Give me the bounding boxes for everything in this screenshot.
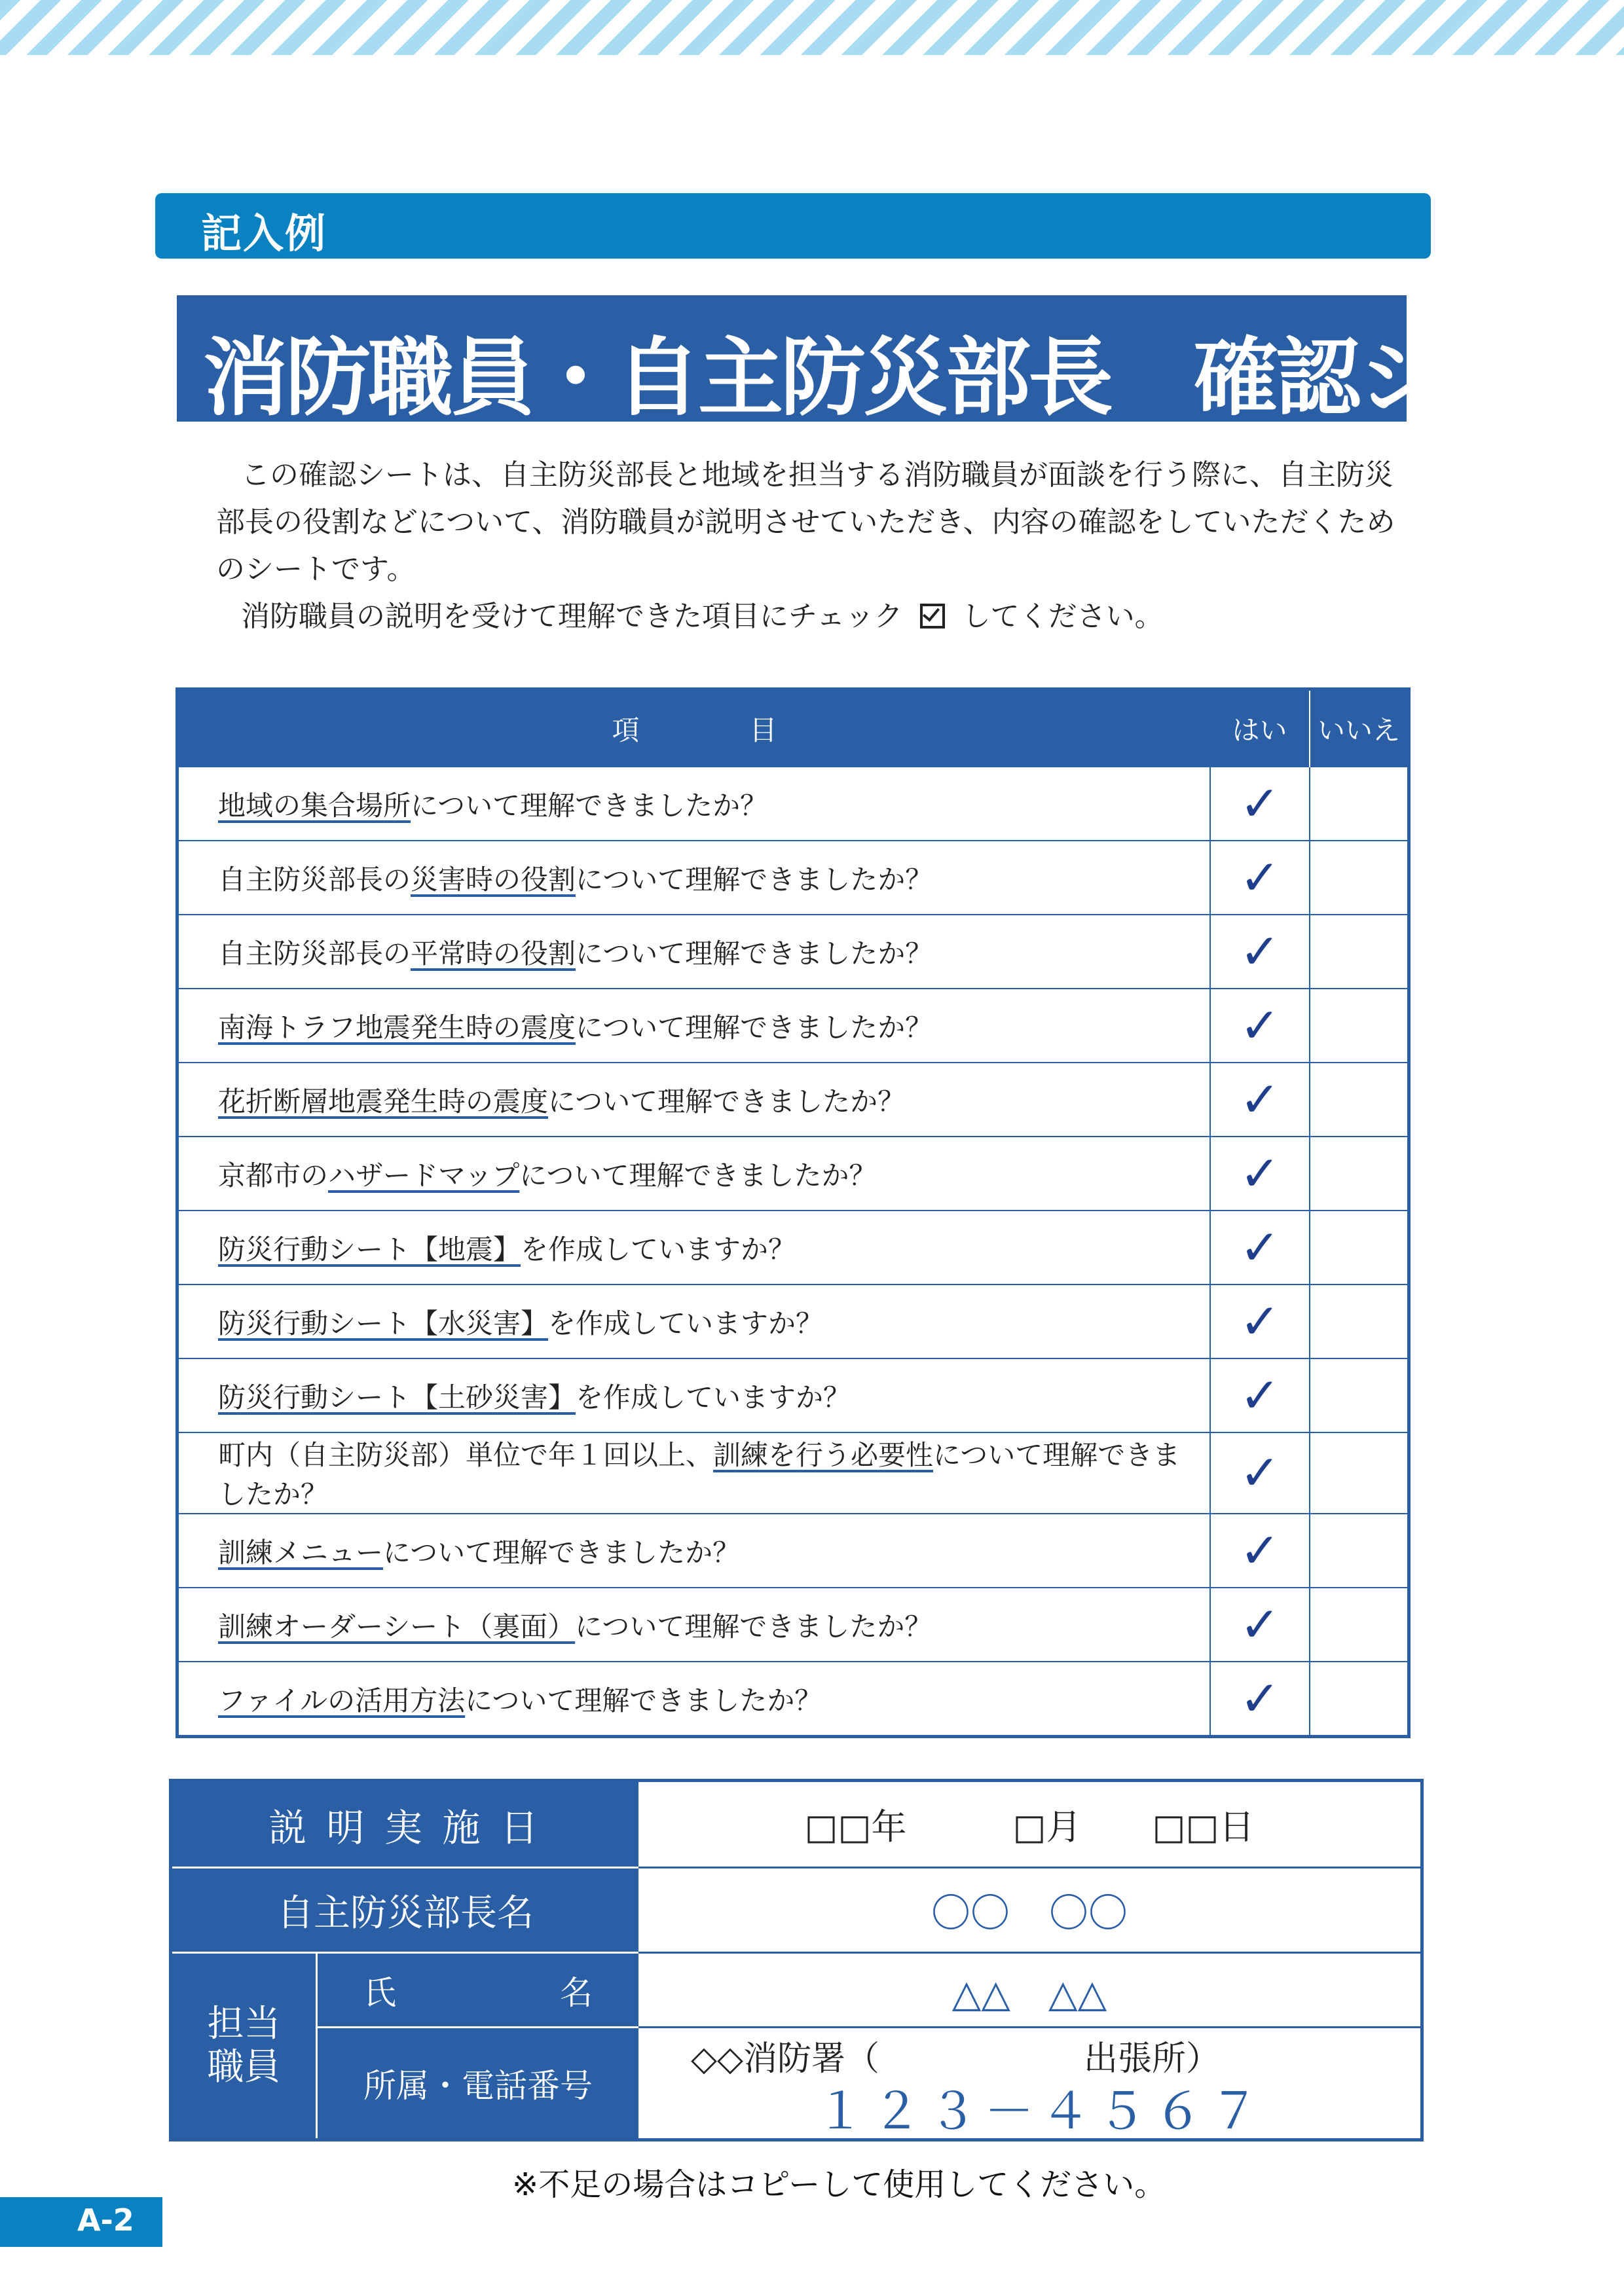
question-text: [177, 1285, 1211, 1358]
question-part: について理解できましたか？: [548, 1085, 906, 1118]
checklist-table: [175, 687, 1411, 1738]
checklist-row: [177, 1063, 1409, 1137]
checkmark-icon: ✓: [1239, 1445, 1280, 1501]
checklist-row: [177, 1358, 1409, 1432]
question-text: [177, 1137, 1211, 1211]
col-yes-header: はい: [1210, 689, 1310, 767]
phone-value: １２３－４５６７: [815, 2082, 1266, 2140]
checkmark-icon: ✓: [1239, 1293, 1280, 1350]
yes-check-cell[interactable]: [1210, 1358, 1310, 1432]
no-check-cell[interactable]: [1310, 1662, 1409, 1737]
date-value: □□年 □月 □□日: [638, 1782, 1420, 1868]
header-stripes: [0, 0, 1624, 55]
no-check-cell[interactable]: [1310, 841, 1409, 915]
question-part: を作成していますか？: [576, 1381, 851, 1413]
intro-line-2: 部長の役割などについて、消防職員が説明させていただき、内容の確認をしていただくため: [216, 505, 1395, 539]
checklist-row: [177, 989, 1409, 1063]
question-part: 自主防災部長の: [218, 937, 411, 970]
question-text: [177, 1514, 1211, 1588]
affil-value-cell: [638, 2028, 1420, 2138]
question-keyword: 防災行動シート【土砂災害】: [218, 1381, 576, 1413]
instruction-before: 消防職員の説明を受けて理解できた項目にチェック: [241, 600, 903, 633]
section-bar: [155, 193, 1431, 259]
checkmark-icon: ✓: [1239, 923, 1280, 980]
yes-check-cell[interactable]: [1210, 1211, 1310, 1285]
question-part: について理解できましたか？: [519, 1159, 877, 1192]
no-check-cell[interactable]: [1310, 1588, 1409, 1662]
section-label: 記入例: [201, 210, 327, 257]
question-keyword: 地域の集合場所: [218, 789, 411, 822]
col-no-header: いいえ: [1310, 689, 1409, 767]
chief-value: 〇〇 〇〇: [638, 1868, 1420, 1954]
question-text: [177, 767, 1211, 841]
checklist-row: [177, 1662, 1409, 1737]
question-keyword: 訓練メニュー: [218, 1536, 384, 1569]
yes-check-cell[interactable]: [1210, 1432, 1310, 1514]
checkmark-icon: ✓: [1239, 1219, 1280, 1276]
question-text: [177, 1063, 1211, 1137]
question-text: [177, 1432, 1211, 1514]
question-keyword: 防災行動シート【地震】: [218, 1233, 521, 1266]
col-item-header: 項 目: [177, 689, 1211, 767]
no-check-cell[interactable]: [1310, 1514, 1409, 1588]
question-part: 町内（自主防災部）単位で年１回以上、: [218, 1439, 714, 1471]
checkmark-icon: ✓: [1239, 1145, 1280, 1202]
question-keyword: 南海トラフ地震発生時の震度: [218, 1011, 576, 1044]
yes-check-cell[interactable]: [1210, 841, 1310, 915]
question-keyword: 平常時の役割: [411, 937, 576, 970]
checklist-row: [177, 1514, 1409, 1588]
name-value: △△ △△: [638, 1954, 1420, 2028]
question-part: について理解できましたか？: [411, 789, 768, 822]
question-text: [177, 1358, 1211, 1432]
question-keyword: 防災行動シート【水災害】: [218, 1307, 549, 1339]
staff-label: [172, 1954, 318, 2138]
checklist-row: [177, 767, 1409, 841]
yes-check-cell[interactable]: [1210, 1514, 1310, 1588]
page-number-tag: [0, 2197, 162, 2247]
no-check-cell[interactable]: [1310, 1358, 1409, 1432]
title-box: [177, 295, 1606, 428]
question-part: について理解できましたか？: [576, 1011, 933, 1044]
checkmark-icon: ✓: [1239, 1596, 1280, 1653]
question-text: [177, 1588, 1211, 1662]
question-part: について理解できましたか？: [465, 1684, 822, 1717]
question-part: について理解できましたか？: [383, 1536, 741, 1569]
instruction-after: してください。: [961, 600, 1164, 633]
checkmark-icon: ✓: [1239, 849, 1280, 906]
info-form: [169, 1779, 1424, 2141]
question-part: を作成していますか？: [521, 1233, 796, 1266]
question-keyword: 花折断層地震発生時の震度: [218, 1085, 549, 1118]
question-keyword: 災害時の役割: [411, 863, 576, 896]
affil-value: ◇◇消防署（ 出張所）: [691, 2039, 1220, 2079]
yes-check-cell[interactable]: [1210, 767, 1310, 841]
no-check-cell[interactable]: [1310, 1432, 1409, 1514]
question-keyword: ハザードマップ: [328, 1159, 520, 1192]
yes-check-cell[interactable]: [1210, 989, 1310, 1063]
staff-label-2: 職員: [207, 2046, 281, 2088]
name-label: 氏 名: [318, 1954, 638, 2028]
affil-label: 所属・電話番号: [318, 2028, 638, 2138]
checkmark-icon: ✓: [1239, 1071, 1280, 1128]
footnote: ※不足の場合はコピーして使用してください。: [512, 2166, 1166, 2203]
no-check-cell[interactable]: [1310, 1063, 1409, 1137]
checklist-row: [177, 841, 1409, 915]
staff-label-1: 担当: [207, 2003, 281, 2045]
no-check-cell[interactable]: [1310, 1285, 1409, 1358]
checklist-row: [177, 915, 1409, 989]
yes-check-cell[interactable]: [1210, 1588, 1310, 1662]
yes-check-cell[interactable]: [1210, 915, 1310, 989]
question-text: [177, 1662, 1211, 1737]
checklist-row: [177, 1588, 1409, 1662]
question-part: 京都市の: [218, 1159, 329, 1192]
checkmark-icon: ✓: [1239, 1670, 1280, 1727]
checklist-row: [177, 1137, 1409, 1211]
no-check-cell[interactable]: [1310, 989, 1409, 1063]
question-text: [177, 841, 1211, 915]
question-part: 自主防災部長の: [218, 863, 411, 896]
question-keyword: ファイルの活用方法: [218, 1684, 466, 1717]
question-part: について理解できましたか？: [576, 937, 933, 970]
checkmark-icon: ✓: [1239, 1522, 1280, 1579]
checkmark-icon: ✓: [1239, 997, 1280, 1054]
yes-check-cell[interactable]: [1210, 1662, 1310, 1737]
date-label: 説 明 実 施 日: [172, 1782, 638, 1868]
intro-line-3: のシートです。: [216, 553, 416, 586]
page-title: 消防職員・自主防災部長 確認シート: [203, 328, 1606, 428]
question-text: [177, 989, 1211, 1063]
question-part: を作成していますか？: [548, 1307, 824, 1339]
no-check-cell[interactable]: [1310, 1137, 1409, 1211]
checkbox-icon: [920, 604, 945, 629]
checklist-row: [177, 1285, 1409, 1358]
intro-instruction: [241, 593, 1420, 640]
question-part: について理解できましたか？: [218, 1439, 1181, 1510]
no-check-cell[interactable]: [1310, 767, 1409, 841]
no-check-cell[interactable]: [1310, 915, 1409, 989]
chief-label: 自主防災部長名: [172, 1868, 638, 1954]
checklist-row: [177, 1211, 1409, 1285]
checkmark-icon: ✓: [1239, 1367, 1280, 1424]
yes-check-cell[interactable]: [1210, 1063, 1310, 1137]
question-text: [177, 1211, 1211, 1285]
question-keyword: 訓練オーダーシート（裏面）: [218, 1610, 576, 1643]
no-check-cell[interactable]: [1310, 1211, 1409, 1285]
yes-check-cell[interactable]: [1210, 1285, 1310, 1358]
yes-check-cell[interactable]: [1210, 1137, 1310, 1211]
question-part: について理解できましたか？: [575, 1610, 932, 1643]
question-text: [177, 915, 1211, 989]
question-keyword: 訓練を行う必要性: [713, 1439, 934, 1471]
page-number: A-2: [77, 2202, 134, 2238]
checklist-row: [177, 1432, 1409, 1514]
intro-line-1: この確認シートは、自主防災部長と地域を担当する消防職員が面談を行う際に、自主防災: [241, 458, 1393, 492]
question-part: について理解できましたか？: [576, 863, 933, 896]
checkmark-icon: ✓: [1239, 775, 1280, 832]
